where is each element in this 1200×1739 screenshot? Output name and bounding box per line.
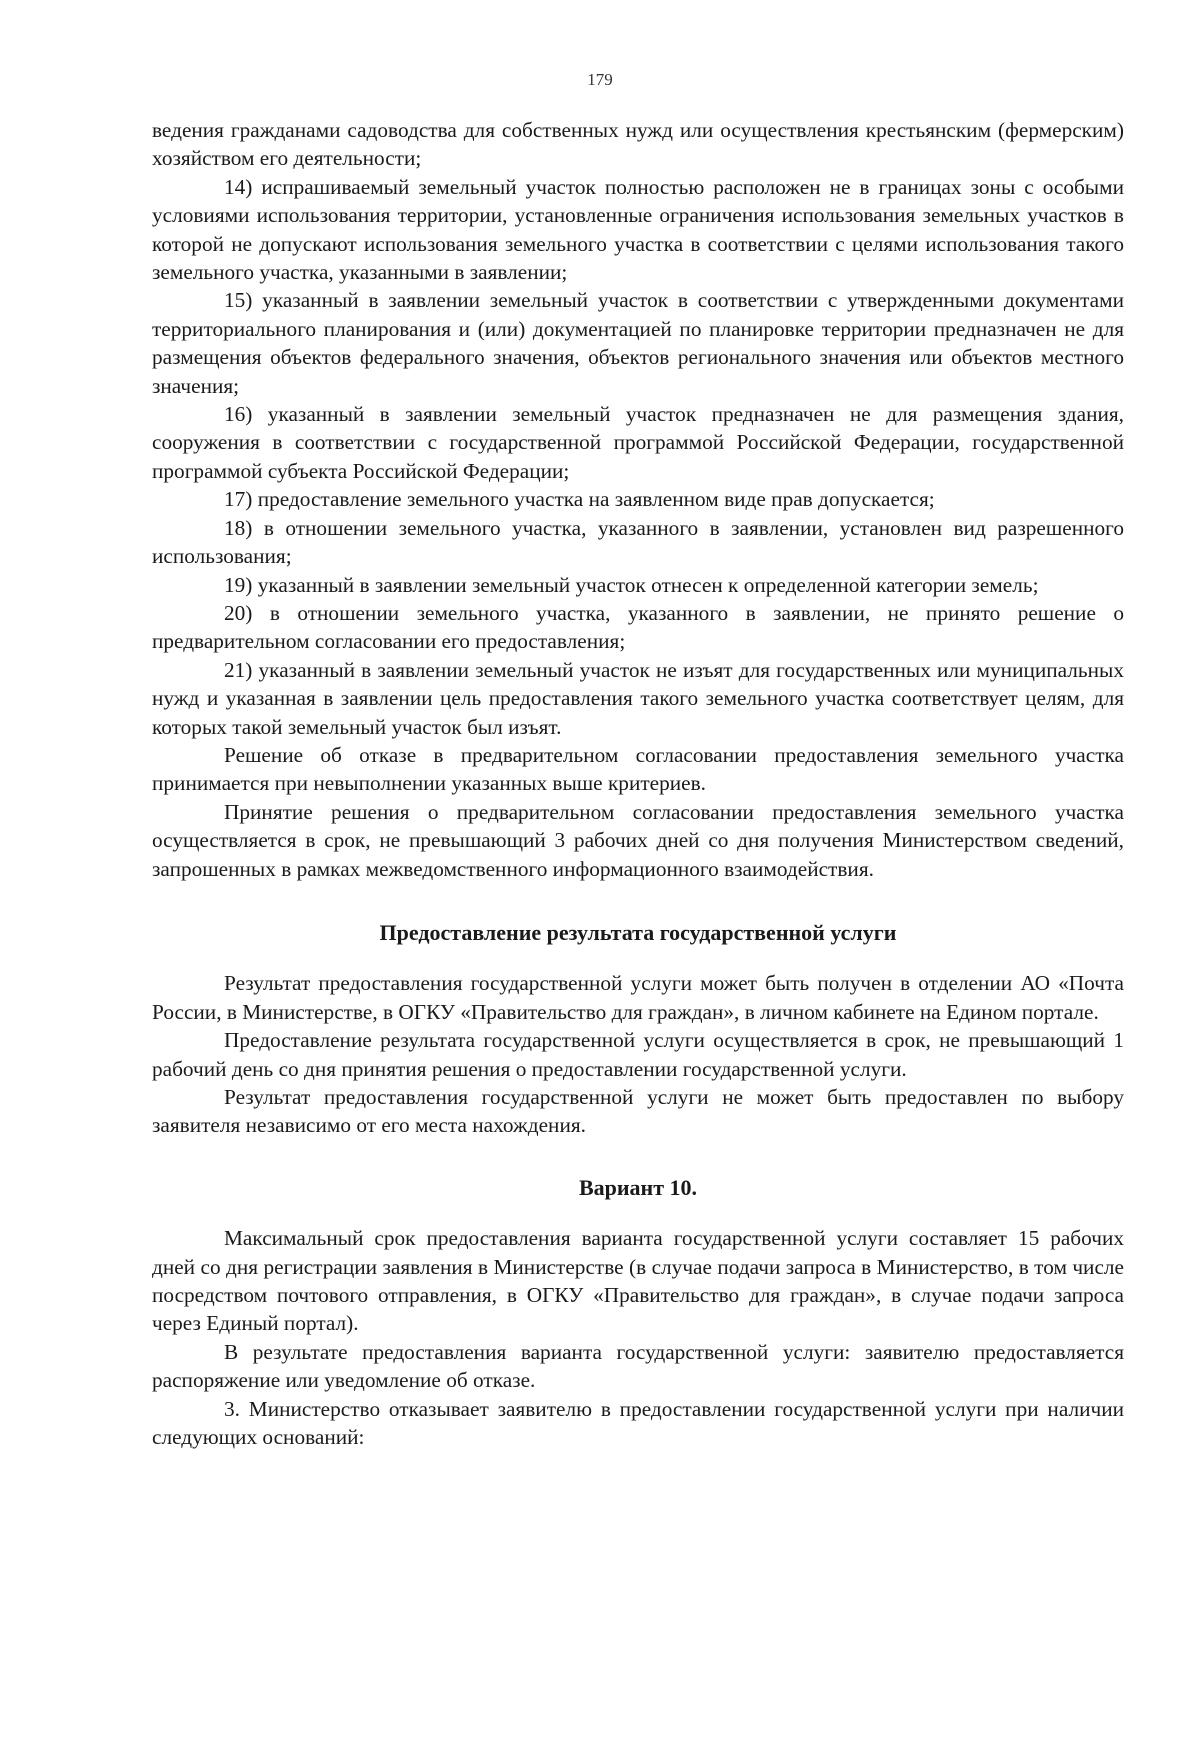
list-item-16: 16) указанный в заявлении земельный участок предназначен не для размещения здания, сооружения в соответствии с государственной программой Российской Федерации, государственной программой субъекта Российской Федерации; xyxy=(152,402,1124,483)
section-heading-variant: Вариант 10. xyxy=(578,1174,698,1200)
paragraph-variant-3: 3. Министерство отказывает заявителю в предоставлении государственной услуги при наличии следующих оснований: xyxy=(152,1396,1124,1450)
paragraph-variant-1: Максимальный срок предоставления варианта государственной услуги составляет 15 рабочих дней со дня регистрации заявления в Министерстве (в случае подачи запроса в Министерство, в том числе посредством почтового отправления, в ОГКУ «Правительство для граждан», в случае подачи запроса через Единый портал). xyxy=(152,1226,1124,1336)
list-item-20: 20) в отношении земельного участка, указанного в заявлении, не принято решение о предварительном согласовании его предоставления; xyxy=(152,600,1124,654)
list-item-19: 19) указанный в заявлении земельный участок отнесен к определенной категории земель; xyxy=(224,572,1039,597)
paragraph-result-3: Результат предоставления государственной услуги не может быть предоставлен по выбору заявителя независимо от его места нахождения. xyxy=(152,1085,1124,1138)
paragraph-variant-2: В результате предоставления варианта государственной услуги: заявителю предоставляется распоряжение или уведомление об отказе. xyxy=(152,1339,1124,1393)
list-item-21: 21) указанный в заявлении земельный участок не изъят для государственных или муниципальных нужд и указанная в заявлении цель предоставления такого земельного участка соответствует целям, для которых такой земельный участок был изъят. xyxy=(152,657,1124,739)
list-item-15: 15) указанный в заявлении земельный участок в соответствии с утвержденными документами территориального планирования и (или) документацией по планировке территории предназначен не для размещения объектов федерального значения, объектов регионального значения или объектов местного значения; xyxy=(152,288,1124,398)
list-item-18: 18) в отношении земельного участка, указанного в заявлении, установлен вид разрешенного использования; xyxy=(152,515,1124,569)
list-item-14: 14) испрашиваемый земельный участок полностью расположен не в границах зоны с особыми условиями использования территории, установленные ограничения использования земельных участков в которой не допускают использования земельного участка в соответствии с целями использования такого земельного участка, указанными в заявлении; xyxy=(152,174,1124,285)
paragraph-result-2: Предоставление результата государственной услуги осуществляется в срок, не превышающий 1 рабочий день со дня принятия решения о предоставлении государственной услуги. xyxy=(152,1028,1124,1081)
section-heading-result: Предоставление результата государственной услуги xyxy=(379,919,897,945)
paragraph-refusal: Решение об отказе в предварительном согласовании предоставления земельного участка принимается при невыполнении указанных выше критериев. xyxy=(152,742,1124,796)
paragraph-result-1: Результат предоставления государственной услуги может быть получен в отделении АО «Почта России, в Министерстве, в ОГКУ «Правительство для граждан», в личном кабинете на Едином портале. xyxy=(152,971,1124,1024)
document-body xyxy=(152,116,1124,1451)
paragraph-continuation: ведения гражданами садоводства для собственных нужд или осуществления крестьянским (фермерским) хозяйством его деятельности; xyxy=(152,118,1124,171)
paragraph-decision-term: Принятие решения о предварительном согласовании предоставления земельного участка осуществляется в срок, не превышающий 3 рабочих дней со дня получения Министерством сведений, запрошенных в рамках межведомственного информационного взаимодействия. xyxy=(152,799,1124,881)
list-item-17: 17) предоставление земельного участка на заявленном виде прав допускается; xyxy=(224,487,935,512)
page-number: 179 xyxy=(587,70,613,89)
